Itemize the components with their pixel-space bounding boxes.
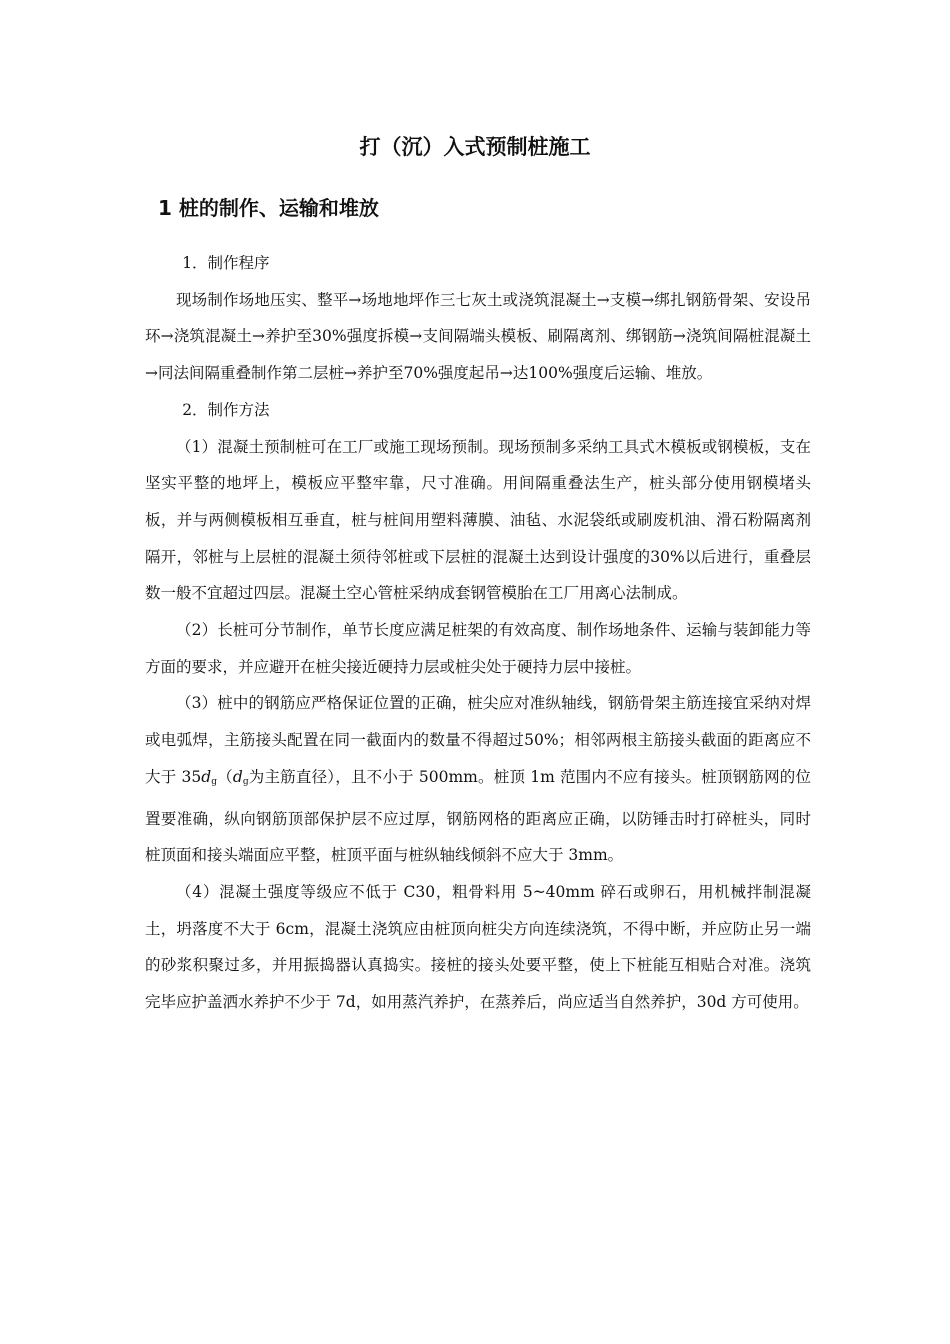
paragraph-3-part-a: （3）桩中的钢筋应严格保证位置的正确，桩尖应对准纵轴线，钢筋骨架主筋连接宜采纳对焊或电弧焊，主筋接头配置在同一截面内的数量不得超过50%；相邻两根主筋接头截面的距离应不大于 35 [145, 694, 811, 786]
paragraph-3-part-c: 为主筋直径），且不小于 500mm。桩顶 1m 范围内不应有接头。桩顶钢筋网的位置要准确，纵向钢筋顶部保护层不应过厚，钢筋网格的距离应正确，以防锤击时打碎桩头，同时桩顶面和接头端面应平整，桩顶平面与桩纵轴线倾斜不应大于 3mm。 [145, 767, 811, 865]
subsection-heading-method: 2．制作方法 [182, 400, 270, 419]
paragraph-method-2: （2）长桩可分节制作，单节长度应满足桩架的有效高度、制作场地条件、运输与装卸能力等方面的要求，并应避开在桩尖接近硬持力层或桩尖处于硬持力层中接桩。 [145, 621, 811, 676]
subsection-heading-procedure: 1．制作程序 [182, 254, 270, 272]
paragraph-3-part-b: （ [216, 767, 233, 786]
symbol-d: d [201, 767, 212, 786]
paragraph-method-3 [145, 685, 811, 874]
paragraph-method-4: （4）混凝土强度等级应不低于 C30，粗骨料用 5~40mm 碎石或卵石，用机械拌制混凝土，坍落度不大于 6cm，混凝土浇筑应由桩顶向桩尖方向连续浇筑，不得中断，并应防止另一端的砂浆积聚过多，并用振捣器认真捣实。接桩的接头处要平整，使上下桩能互相贴合对准。浇筑完毕应护盖洒水养护不少于 7d，如用蒸汽养护，在蒸养后，尚应适当自然养护，30d 方可使用。 [145, 882, 811, 1012]
paragraph-method-1: （1）混凝土预制桩可在工厂或施工现场预制。现场预制多采纳工具式木模板或钢模板，支在坚实平整的地坪上，模板应平整牢靠，尺寸准确。用间隔重叠法生产，桩头部分使用钢模堵头板，并与两侧模板相互垂直，桩与桩间用塑料薄膜、油毡、水泥袋纸或刷废机油、滑石粉隔离剂隔开，邻桩与上层桩的混凝土须待邻桩或下层桩的混凝土达到设计强度的30%以后进行，重叠层数一般不宜超过四层。混凝土空心管桩采纳成套钢管模胎在工厂用离心法制成。 [145, 437, 811, 603]
symbol-d: d [232, 767, 243, 786]
document-body [145, 245, 811, 1021]
symbol-subscript-g: g [242, 776, 249, 787]
document-title: 打（沉）入式预制桩施工 [359, 135, 591, 159]
symbol-subscript-g: g [211, 776, 217, 787]
section-heading: 1 桩的制作、运输和堆放 [158, 196, 379, 220]
paragraph-procedure: 现场制作场地压实、整平→场地地坪作三七灰土或浇筑混凝土→支模→绑扎钢筋骨架、安设吊环→浇筑混凝土→养护至30%强度拆模→支间隔端头模板、刷隔离剂、绑钢筋→浇筑间隔桩混凝土→同法间隔重叠制作第二层桩→养护至70%强度起吊→达100%强度后运输、堆放。 [145, 290, 811, 383]
